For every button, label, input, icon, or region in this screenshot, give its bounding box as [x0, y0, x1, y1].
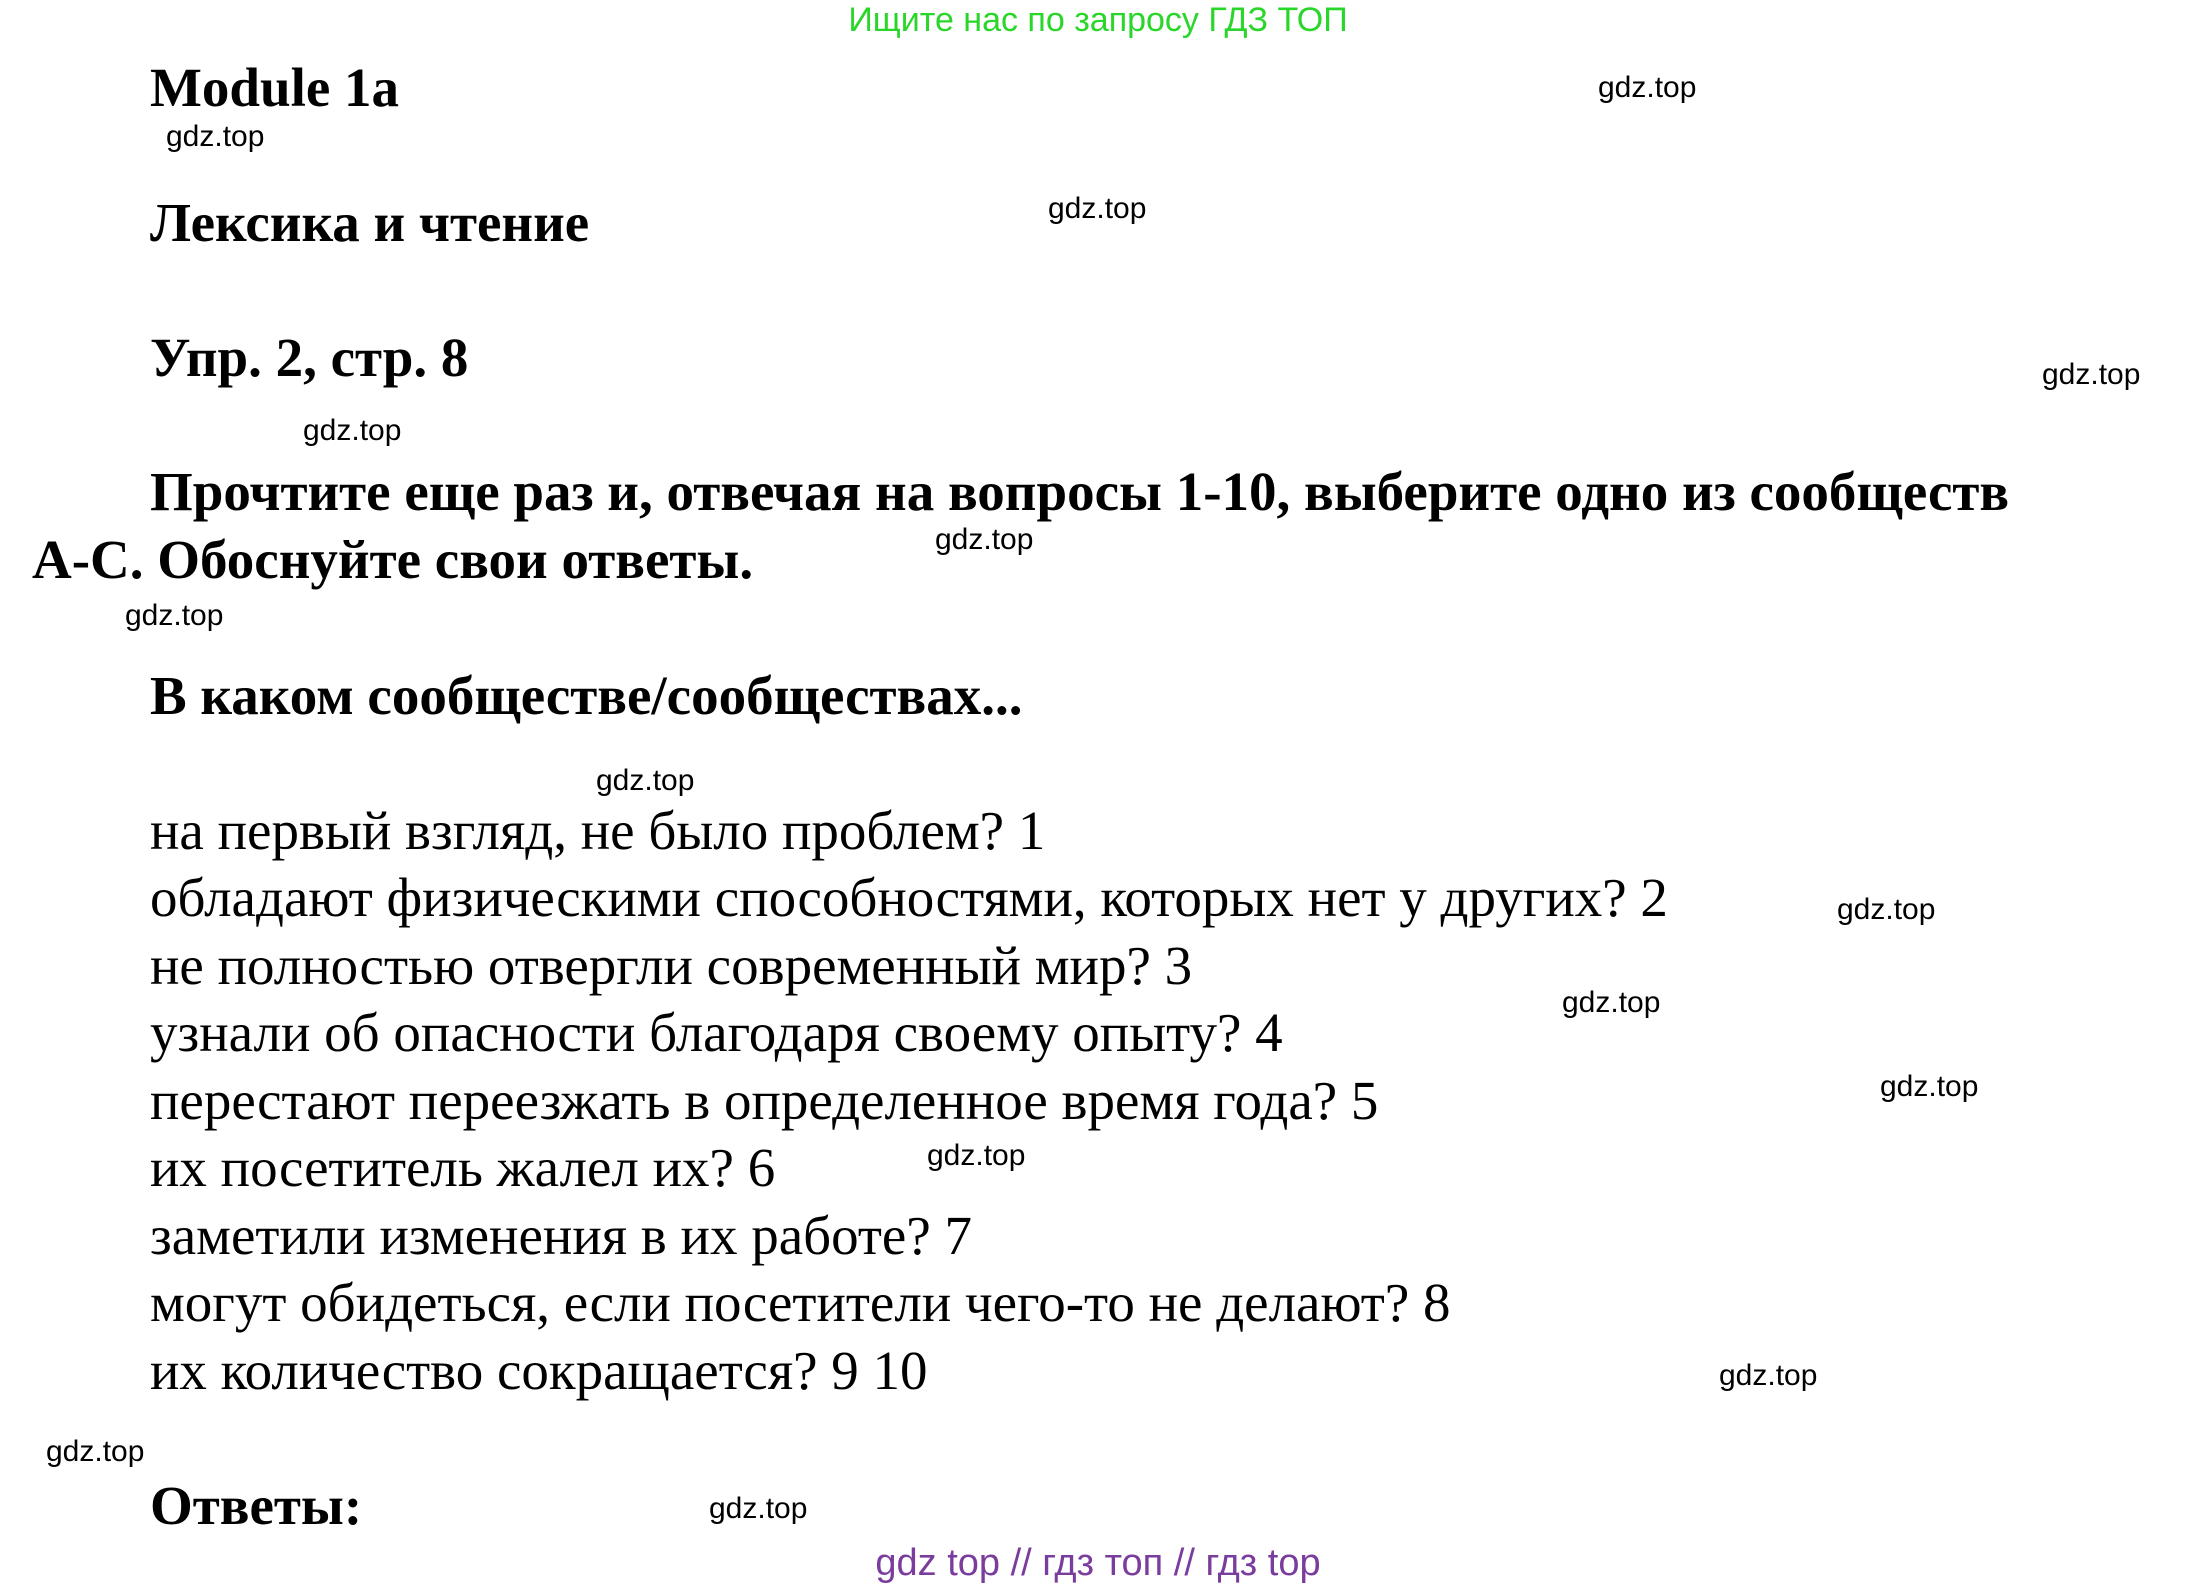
instruction-line-1: Прочтите еще раз и, отвечая на вопросы 1-10, выберите одно из сообществ — [150, 461, 2010, 522]
answers-label: Ответы: — [150, 1475, 363, 1536]
watermark: gdz.top — [1719, 1359, 1818, 1392]
watermark: gdz.top — [927, 1139, 1026, 1172]
watermark: gdz.top — [1048, 192, 1147, 225]
watermark: gdz.top — [709, 1492, 808, 1525]
watermark: gdz.top — [596, 764, 695, 797]
module-title: Module 1a — [150, 57, 400, 118]
question-item: на первый взгляд, не было проблем? 1 — [150, 800, 1046, 861]
section-title: Лексика и чтение — [150, 192, 590, 253]
question-heading: В каком сообществе/сообществах... — [150, 665, 1023, 726]
watermark: gdz.top — [166, 120, 265, 153]
question-item: могут обидеться, если посетители чего-то не делают? 8 — [150, 1272, 1451, 1333]
question-item: перестают переезжать в определенное время года? 5 — [150, 1070, 1379, 1131]
question-item: заметили изменения в их работе? 7 — [150, 1205, 972, 1266]
footer-links[interactable]: gdz top // гдз топ // гдз top — [875, 1542, 1321, 1584]
watermark: gdz.top — [1562, 986, 1661, 1019]
question-item: их количество сокращается? 9 10 — [150, 1340, 928, 1401]
watermark: gdz.top — [2042, 358, 2141, 391]
exercise-title: Упр. 2, стр. 8 — [150, 327, 469, 388]
promo-banner[interactable]: Ищите нас по запросу ГДЗ ТОП — [848, 1, 1348, 39]
watermark: gdz.top — [935, 523, 1034, 556]
question-item: обладают физическими способностями, которых нет у других? 2 — [150, 867, 1668, 928]
question-item: узнали об опасности благодаря своему опыту? 4 — [150, 1002, 1283, 1063]
watermark: gdz.top — [1837, 893, 1936, 926]
question-item: не полностью отвергли современный мир? 3 — [150, 935, 1193, 996]
watermark: gdz.top — [1598, 71, 1697, 104]
watermark: gdz.top — [1880, 1070, 1979, 1103]
instruction-line-2: A-C. Обоснуйте свои ответы. — [32, 529, 754, 590]
watermark: gdz.top — [125, 599, 224, 632]
watermark: gdz.top — [303, 414, 402, 447]
watermark: gdz.top — [46, 1435, 145, 1468]
question-item: их посетитель жалел их? 6 — [150, 1137, 776, 1198]
